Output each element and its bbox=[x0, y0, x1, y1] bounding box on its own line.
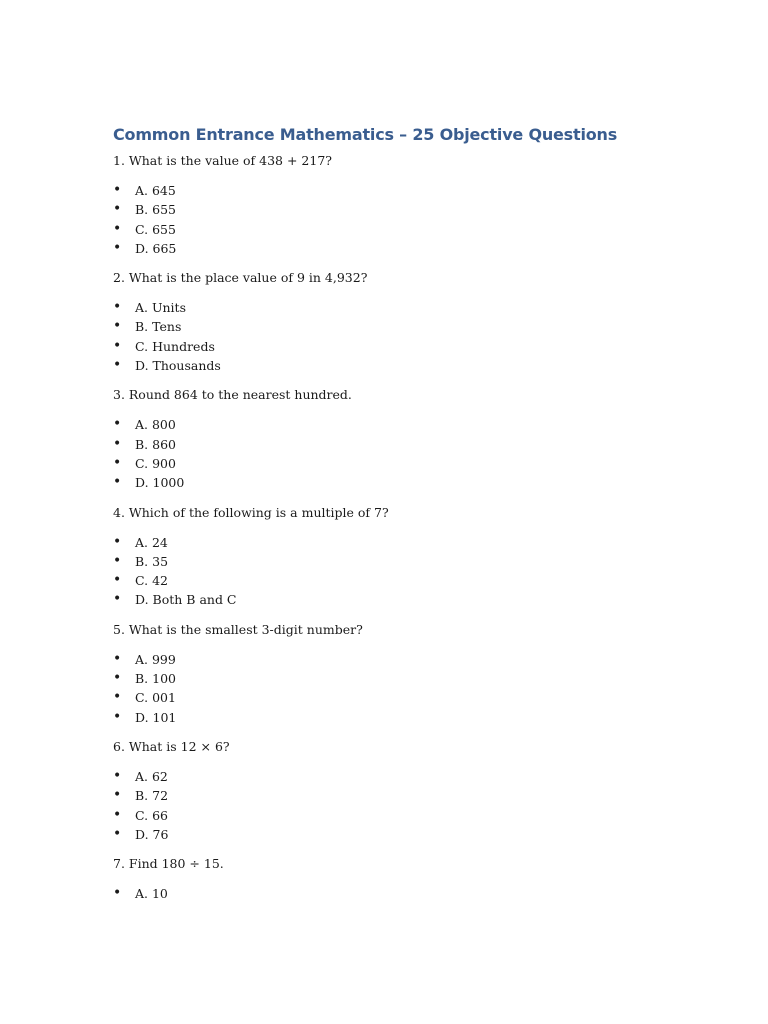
option-text: C. 001 bbox=[135, 690, 176, 706]
option-item bbox=[113, 669, 673, 688]
bullet-icon: • bbox=[113, 201, 122, 218]
option-item bbox=[113, 356, 673, 375]
option-text: A. Units bbox=[135, 300, 186, 316]
bullet-icon: • bbox=[113, 825, 122, 842]
question-block bbox=[113, 268, 673, 375]
option-text: A. 62 bbox=[135, 768, 168, 784]
bullet-icon: • bbox=[113, 182, 122, 198]
option-list bbox=[113, 298, 673, 375]
option-item bbox=[113, 590, 673, 609]
option-item bbox=[113, 767, 673, 786]
option-item bbox=[113, 181, 673, 200]
option-item bbox=[113, 473, 673, 492]
option-text: B. 655 bbox=[135, 202, 176, 218]
option-item bbox=[113, 708, 673, 727]
bullet-icon: • bbox=[113, 708, 122, 725]
option-item bbox=[113, 533, 673, 552]
option-text: D. 1000 bbox=[135, 475, 185, 491]
option-list bbox=[113, 181, 673, 258]
question-text: 4. Which of the following is a multiple of 7? bbox=[113, 504, 389, 520]
bullet-icon: • bbox=[113, 787, 122, 804]
bullet-icon: • bbox=[113, 318, 122, 335]
question-text: 1. What is the value of 438 + 217? bbox=[113, 153, 332, 168]
question-text: 3. Round 864 to the nearest hundred. bbox=[113, 387, 352, 403]
bullet-icon: • bbox=[113, 670, 122, 687]
bullet-icon: • bbox=[113, 572, 122, 589]
question-block bbox=[113, 737, 673, 844]
question-text: 2. What is the place value of 9 in 4,932? bbox=[113, 270, 368, 286]
option-item bbox=[113, 435, 673, 454]
option-text: C. Hundreds bbox=[135, 338, 215, 354]
option-list bbox=[113, 533, 673, 610]
option-item bbox=[113, 650, 673, 669]
option-item bbox=[113, 200, 673, 219]
question-list bbox=[113, 151, 673, 903]
option-item bbox=[113, 806, 673, 825]
option-text: B. 860 bbox=[135, 436, 176, 452]
option-text: B. 35 bbox=[135, 553, 169, 569]
option-item bbox=[113, 552, 673, 571]
option-item bbox=[113, 454, 673, 473]
option-item bbox=[113, 337, 673, 356]
question-block bbox=[113, 503, 673, 610]
option-text: A. 24 bbox=[135, 534, 168, 550]
question-block bbox=[113, 854, 673, 903]
option-text: A. 800 bbox=[135, 417, 176, 433]
option-item bbox=[113, 415, 673, 434]
question-text: 5. What is the smallest 3-digit number? bbox=[113, 621, 363, 637]
question-text: 7. Find 180 ÷ 15. bbox=[113, 856, 224, 872]
option-text: B. 72 bbox=[135, 788, 169, 804]
option-list bbox=[113, 415, 673, 492]
option-item bbox=[113, 220, 673, 239]
option-list bbox=[113, 767, 673, 844]
option-text: B. Tens bbox=[135, 319, 182, 335]
bullet-icon: • bbox=[113, 552, 122, 569]
bullet-icon: • bbox=[113, 357, 122, 374]
bullet-icon: • bbox=[113, 689, 122, 706]
bullet-icon: • bbox=[113, 454, 122, 471]
document-page bbox=[113, 123, 673, 913]
bullet-icon: • bbox=[113, 474, 122, 491]
bullet-icon: • bbox=[113, 416, 122, 433]
bullet-icon: • bbox=[113, 591, 122, 608]
option-text: C. 655 bbox=[135, 221, 176, 237]
question-block bbox=[113, 385, 673, 492]
option-text: D. Both B and C bbox=[135, 592, 237, 608]
option-item bbox=[113, 571, 673, 590]
option-text: B. 100 bbox=[135, 671, 176, 687]
bullet-icon: • bbox=[113, 435, 122, 452]
bullet-icon: • bbox=[113, 767, 122, 784]
bullet-icon: • bbox=[113, 239, 122, 256]
option-item bbox=[113, 298, 673, 317]
question-block bbox=[113, 620, 673, 727]
bullet-icon: • bbox=[113, 337, 122, 354]
question-text: 6. What is 12 × 6? bbox=[113, 738, 230, 754]
option-text: A. 999 bbox=[135, 651, 176, 667]
question-block bbox=[113, 151, 673, 258]
option-text: D. 665 bbox=[135, 240, 177, 256]
option-item bbox=[113, 786, 673, 805]
option-item bbox=[113, 317, 673, 336]
option-item bbox=[113, 239, 673, 258]
option-item bbox=[113, 825, 673, 844]
option-text: A. 645 bbox=[135, 183, 176, 198]
option-list bbox=[113, 650, 673, 727]
bullet-icon: • bbox=[113, 533, 122, 550]
option-text: C. 900 bbox=[135, 455, 176, 471]
document-title: Common Entrance Mathematics – 25 Objective Questions bbox=[113, 125, 618, 144]
bullet-icon: • bbox=[113, 885, 122, 902]
option-text: D. 101 bbox=[135, 709, 177, 725]
option-list bbox=[113, 884, 673, 903]
option-text: D. Thousands bbox=[135, 358, 221, 374]
option-text: C. 42 bbox=[135, 573, 168, 589]
option-item bbox=[113, 884, 673, 903]
bullet-icon: • bbox=[113, 299, 122, 316]
bullet-icon: • bbox=[113, 220, 122, 237]
option-text: D. 76 bbox=[135, 826, 169, 842]
option-item bbox=[113, 688, 673, 707]
bullet-icon: • bbox=[113, 650, 122, 667]
bullet-icon: • bbox=[113, 806, 122, 823]
option-text: A. 10 bbox=[135, 886, 168, 902]
option-text: C. 66 bbox=[135, 807, 168, 823]
